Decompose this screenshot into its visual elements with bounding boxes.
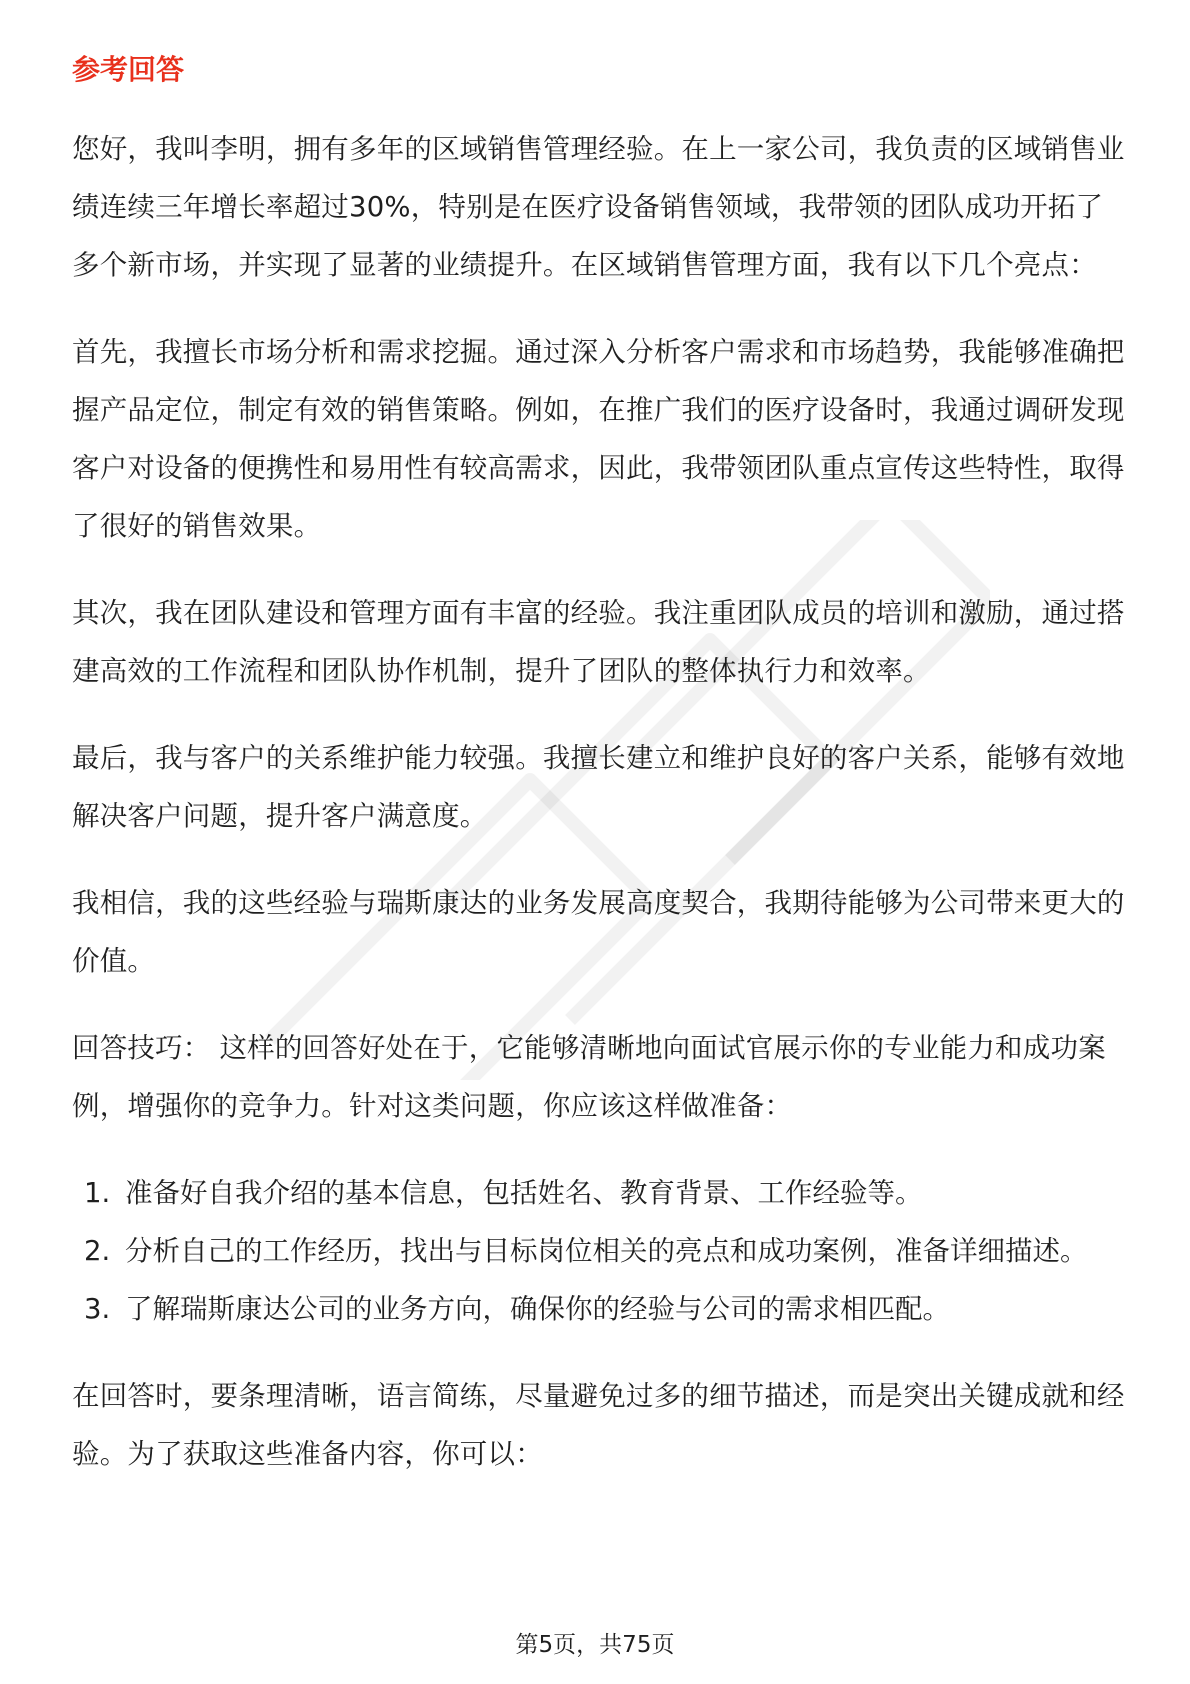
- second-point-paragraph: 其次，我在团队建设和管理方面有丰富的经验。我注重团队成员的培训和激励，通过搭建高效的工作流程和团队协作机制，提升了团队的整体执行力和效率。: [72, 597, 1125, 687]
- list-item: [72, 1222, 1126, 1280]
- conclusion-paragraph: 我相信，我的这些经验与瑞斯康达的业务发展高度契合，我期待能够为公司带来更大的价值。: [72, 887, 1125, 977]
- answer-body: [72, 120, 1126, 1512]
- intro-paragraph: 您好，我叫李明，拥有多年的区域销售管理经验。在上一家公司，我负责的区域销售业绩连续三年增长率超过30%，特别是在医疗设备销售领域，我带领的团队成功开拓了多个新市场，并实现了显著的业绩提升。在区域销售管理方面，我有以下几个亮点：: [72, 133, 1125, 281]
- list-item-number: 3.: [84, 1293, 111, 1325]
- list-item-text: 分析自己的工作经历，找出与目标岗位相关的亮点和成功案例，准备详细描述。: [125, 1235, 1088, 1267]
- list-item-number: 1.: [84, 1177, 111, 1209]
- page-footer: 第5页，共75页: [515, 1632, 675, 1658]
- list-item-number: 2.: [84, 1235, 111, 1267]
- list-item-text: 了解瑞斯康达公司的业务方向，确保你的经验与公司的需求相匹配。: [125, 1293, 950, 1325]
- last-point-paragraph: 最后，我与客户的关系维护能力较强。我擅长建立和维护良好的客户关系，能够有效地解决客户问题，提升客户满意度。: [72, 742, 1125, 832]
- closing-paragraph: 在回答时，要条理清晰，语言简练，尽量避免过多的细节描述，而是突出关键成就和经验。为了获取这些准备内容，你可以：: [72, 1380, 1125, 1470]
- list-item: [72, 1164, 1126, 1222]
- list-item: [72, 1280, 1126, 1338]
- section-title: 参考回答: [72, 53, 185, 86]
- first-point-paragraph: 首先，我擅长市场分析和需求挖掘。通过深入分析客户需求和市场趋势，我能够准确把握产品定位，制定有效的销售策略。例如，在推广我们的医疗设备时，我通过调研发现客户对设备的便携性和易用性有较高需求，因此，我带领团队重点宣传这些特性，取得了很好的销售效果。: [72, 336, 1125, 542]
- tips-list: [72, 1164, 1126, 1338]
- tips-intro-paragraph: 回答技巧： 这样的回答好处在于，它能够清晰地向面试官展示你的专业能力和成功案例，增强你的竞争力。针对这类问题，你应该这样做准备：: [72, 1032, 1106, 1122]
- list-item-text: 准备好自我介绍的基本信息，包括姓名、教育背景、工作经验等。: [125, 1177, 923, 1209]
